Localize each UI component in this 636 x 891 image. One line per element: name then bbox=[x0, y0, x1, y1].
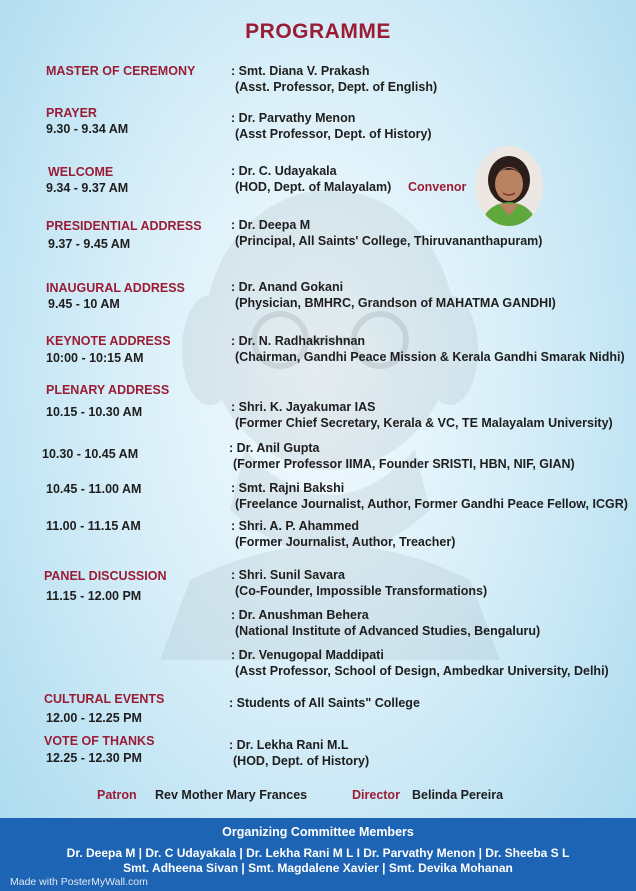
row-label-welcome: WELCOME bbox=[48, 165, 114, 179]
speaker-name: : Dr. C. Udayakala bbox=[231, 164, 337, 178]
speaker-detail: (Principal, All Saints' College, Thiruvananthapuram) bbox=[235, 233, 543, 248]
speaker-name: : Students of All Saints" College bbox=[229, 696, 420, 710]
row-label-prayer: PRAYER bbox=[46, 106, 97, 120]
committee-heading: Organizing Committee Members bbox=[222, 825, 414, 839]
patron-name: Rev Mother Mary Frances bbox=[155, 788, 308, 802]
speaker-name: : Dr. Anil Gupta bbox=[229, 441, 320, 455]
row-label-vote-of-thanks: VOTE OF THANKS bbox=[44, 734, 155, 748]
row-label-panel-discussion: PANEL DISCUSSION bbox=[44, 569, 167, 583]
speaker-name: : Dr. Parvathy Menon bbox=[231, 111, 356, 125]
speaker-panel-2 bbox=[231, 608, 540, 639]
speaker-detail: (Asst Professor, Dept. of History) bbox=[235, 126, 432, 141]
row-time-plenary-1: 10.15 - 10.30 AM bbox=[46, 405, 143, 419]
speaker-name: : Smt. Diana V. Prakash bbox=[231, 64, 370, 78]
speaker-name: : Dr. Venugopal Maddipati bbox=[231, 648, 384, 662]
speaker-name: : Smt. Rajni Bakshi bbox=[231, 481, 345, 495]
row-time-keynote-address: 10:00 - 10:15 AM bbox=[46, 351, 144, 365]
committee-line-2: Smt. Adheena Sivan | Smt. Magdalene Xavier | Smt. Devika Mohanan bbox=[123, 861, 513, 875]
speaker-detail: (Physician, BMHRC, Grandson of MAHATMA GANDHI) bbox=[235, 295, 556, 310]
speaker-detail: (Former Professor IIMA, Founder SRISTI, HBN, NIF, GIAN) bbox=[233, 456, 575, 471]
speaker-welcome bbox=[231, 164, 391, 195]
row-time-presidential-address: 9.37 - 9.45 AM bbox=[48, 237, 131, 251]
director-name: Belinda Pereira bbox=[412, 788, 504, 802]
committee-line-1: Dr. Deepa M | Dr. C Udayakala | Dr. Lekha Rani M L I Dr. Parvathy Menon | Dr. Sheeba S L bbox=[66, 846, 570, 860]
speaker-name: : Dr. Anushman Behera bbox=[231, 608, 369, 622]
page-title: PROGRAMME bbox=[245, 20, 391, 43]
speaker-detail: (HOD, Dept. of Malayalam) bbox=[235, 179, 392, 194]
speaker-name: : Shri. K. Jayakumar IAS bbox=[231, 400, 376, 414]
patron-label: Patron bbox=[97, 788, 137, 802]
speaker-detail: (Asst. Professor, Dept. of English) bbox=[235, 79, 438, 94]
row-time-welcome: 9.34 - 9.37 AM bbox=[46, 181, 129, 195]
speaker-detail: (National Institute of Advanced Studies, Bengaluru) bbox=[235, 623, 541, 638]
speaker-plenary-3 bbox=[231, 481, 628, 512]
row-time-plenary-2: 10.30 - 10.45 AM bbox=[42, 447, 139, 461]
speaker-detail: (Asst Professor, School of Design, Ambedkar University, Delhi) bbox=[235, 663, 609, 678]
speaker-panel-3 bbox=[231, 648, 609, 679]
row-label-keynote-address: KEYNOTE ADDRESS bbox=[46, 334, 171, 348]
row-time-prayer: 9.30 - 9.34 AM bbox=[46, 122, 129, 136]
speaker-vote-of-thanks bbox=[229, 738, 369, 769]
convenor-label: Convenor bbox=[408, 180, 467, 194]
speaker-detail: (Co-Founder, Impossible Transformations) bbox=[235, 583, 488, 598]
row-label-inaugural-address: INAUGURAL ADDRESS bbox=[46, 281, 185, 295]
row-time-panel-discussion: 11.15 - 12.00 PM bbox=[46, 589, 142, 603]
speaker-cultural-events bbox=[229, 696, 420, 712]
speaker-detail: (HOD, Dept. of History) bbox=[233, 753, 370, 768]
speaker-name: : Shri. Sunil Savara bbox=[231, 568, 345, 582]
speaker-name: : Dr. Lekha Rani M.L bbox=[229, 738, 349, 752]
row-label-plenary-address: PLENARY ADDRESS bbox=[46, 383, 170, 397]
row-time-inaugural-address: 9.45 - 10 AM bbox=[48, 297, 120, 311]
row-time-cultural-events: 12.00 - 12.25 PM bbox=[46, 711, 142, 725]
speaker-panel-1 bbox=[231, 568, 487, 599]
speaker-plenary-4 bbox=[231, 519, 455, 550]
speaker-inaugural-address bbox=[231, 280, 556, 311]
speaker-name: : Dr. Anand Gokani bbox=[231, 280, 344, 294]
row-label-master-of-ceremony: MASTER OF CEREMONY bbox=[46, 64, 196, 78]
speaker-name: : Dr. Deepa M bbox=[231, 218, 311, 232]
speaker-detail: (Former Chief Secretary, Kerala & VC, TE Malayalam University) bbox=[235, 415, 613, 430]
speaker-keynote-address bbox=[231, 334, 625, 365]
row-time-plenary-4: 11.00 - 11.15 AM bbox=[46, 519, 141, 533]
convenor-photo bbox=[475, 146, 543, 226]
row-label-cultural-events: CULTURAL EVENTS bbox=[44, 692, 165, 706]
speaker-plenary-2 bbox=[229, 441, 575, 472]
convenor-portrait-icon bbox=[475, 146, 543, 226]
row-time-plenary-3: 10.45 - 11.00 AM bbox=[46, 482, 142, 496]
row-time-vote-of-thanks: 12.25 - 12.30 PM bbox=[46, 751, 142, 765]
speaker-detail: (Freelance Journalist, Author, Former Gandhi Peace Fellow, ICGR) bbox=[235, 496, 628, 511]
speaker-detail: (Former Journalist, Author, Treacher) bbox=[235, 534, 456, 549]
watermark: Made with PosterMyWall.com bbox=[10, 876, 148, 888]
speaker-prayer bbox=[231, 111, 432, 142]
speaker-detail: (Chairman, Gandhi Peace Mission & Kerala Gandhi Smarak Nidhi) bbox=[235, 349, 625, 364]
speaker-name: : Shri. A. P. Ahammed bbox=[231, 519, 360, 533]
speaker-master-of-ceremony bbox=[231, 64, 437, 95]
speaker-presidential-address bbox=[231, 218, 542, 249]
director-label: Director bbox=[352, 788, 400, 802]
row-label-presidential-address: PRESIDENTIAL ADDRESS bbox=[46, 219, 202, 233]
speaker-name: : Dr. N. Radhakrishnan bbox=[231, 334, 366, 348]
speaker-plenary-1 bbox=[231, 400, 613, 431]
